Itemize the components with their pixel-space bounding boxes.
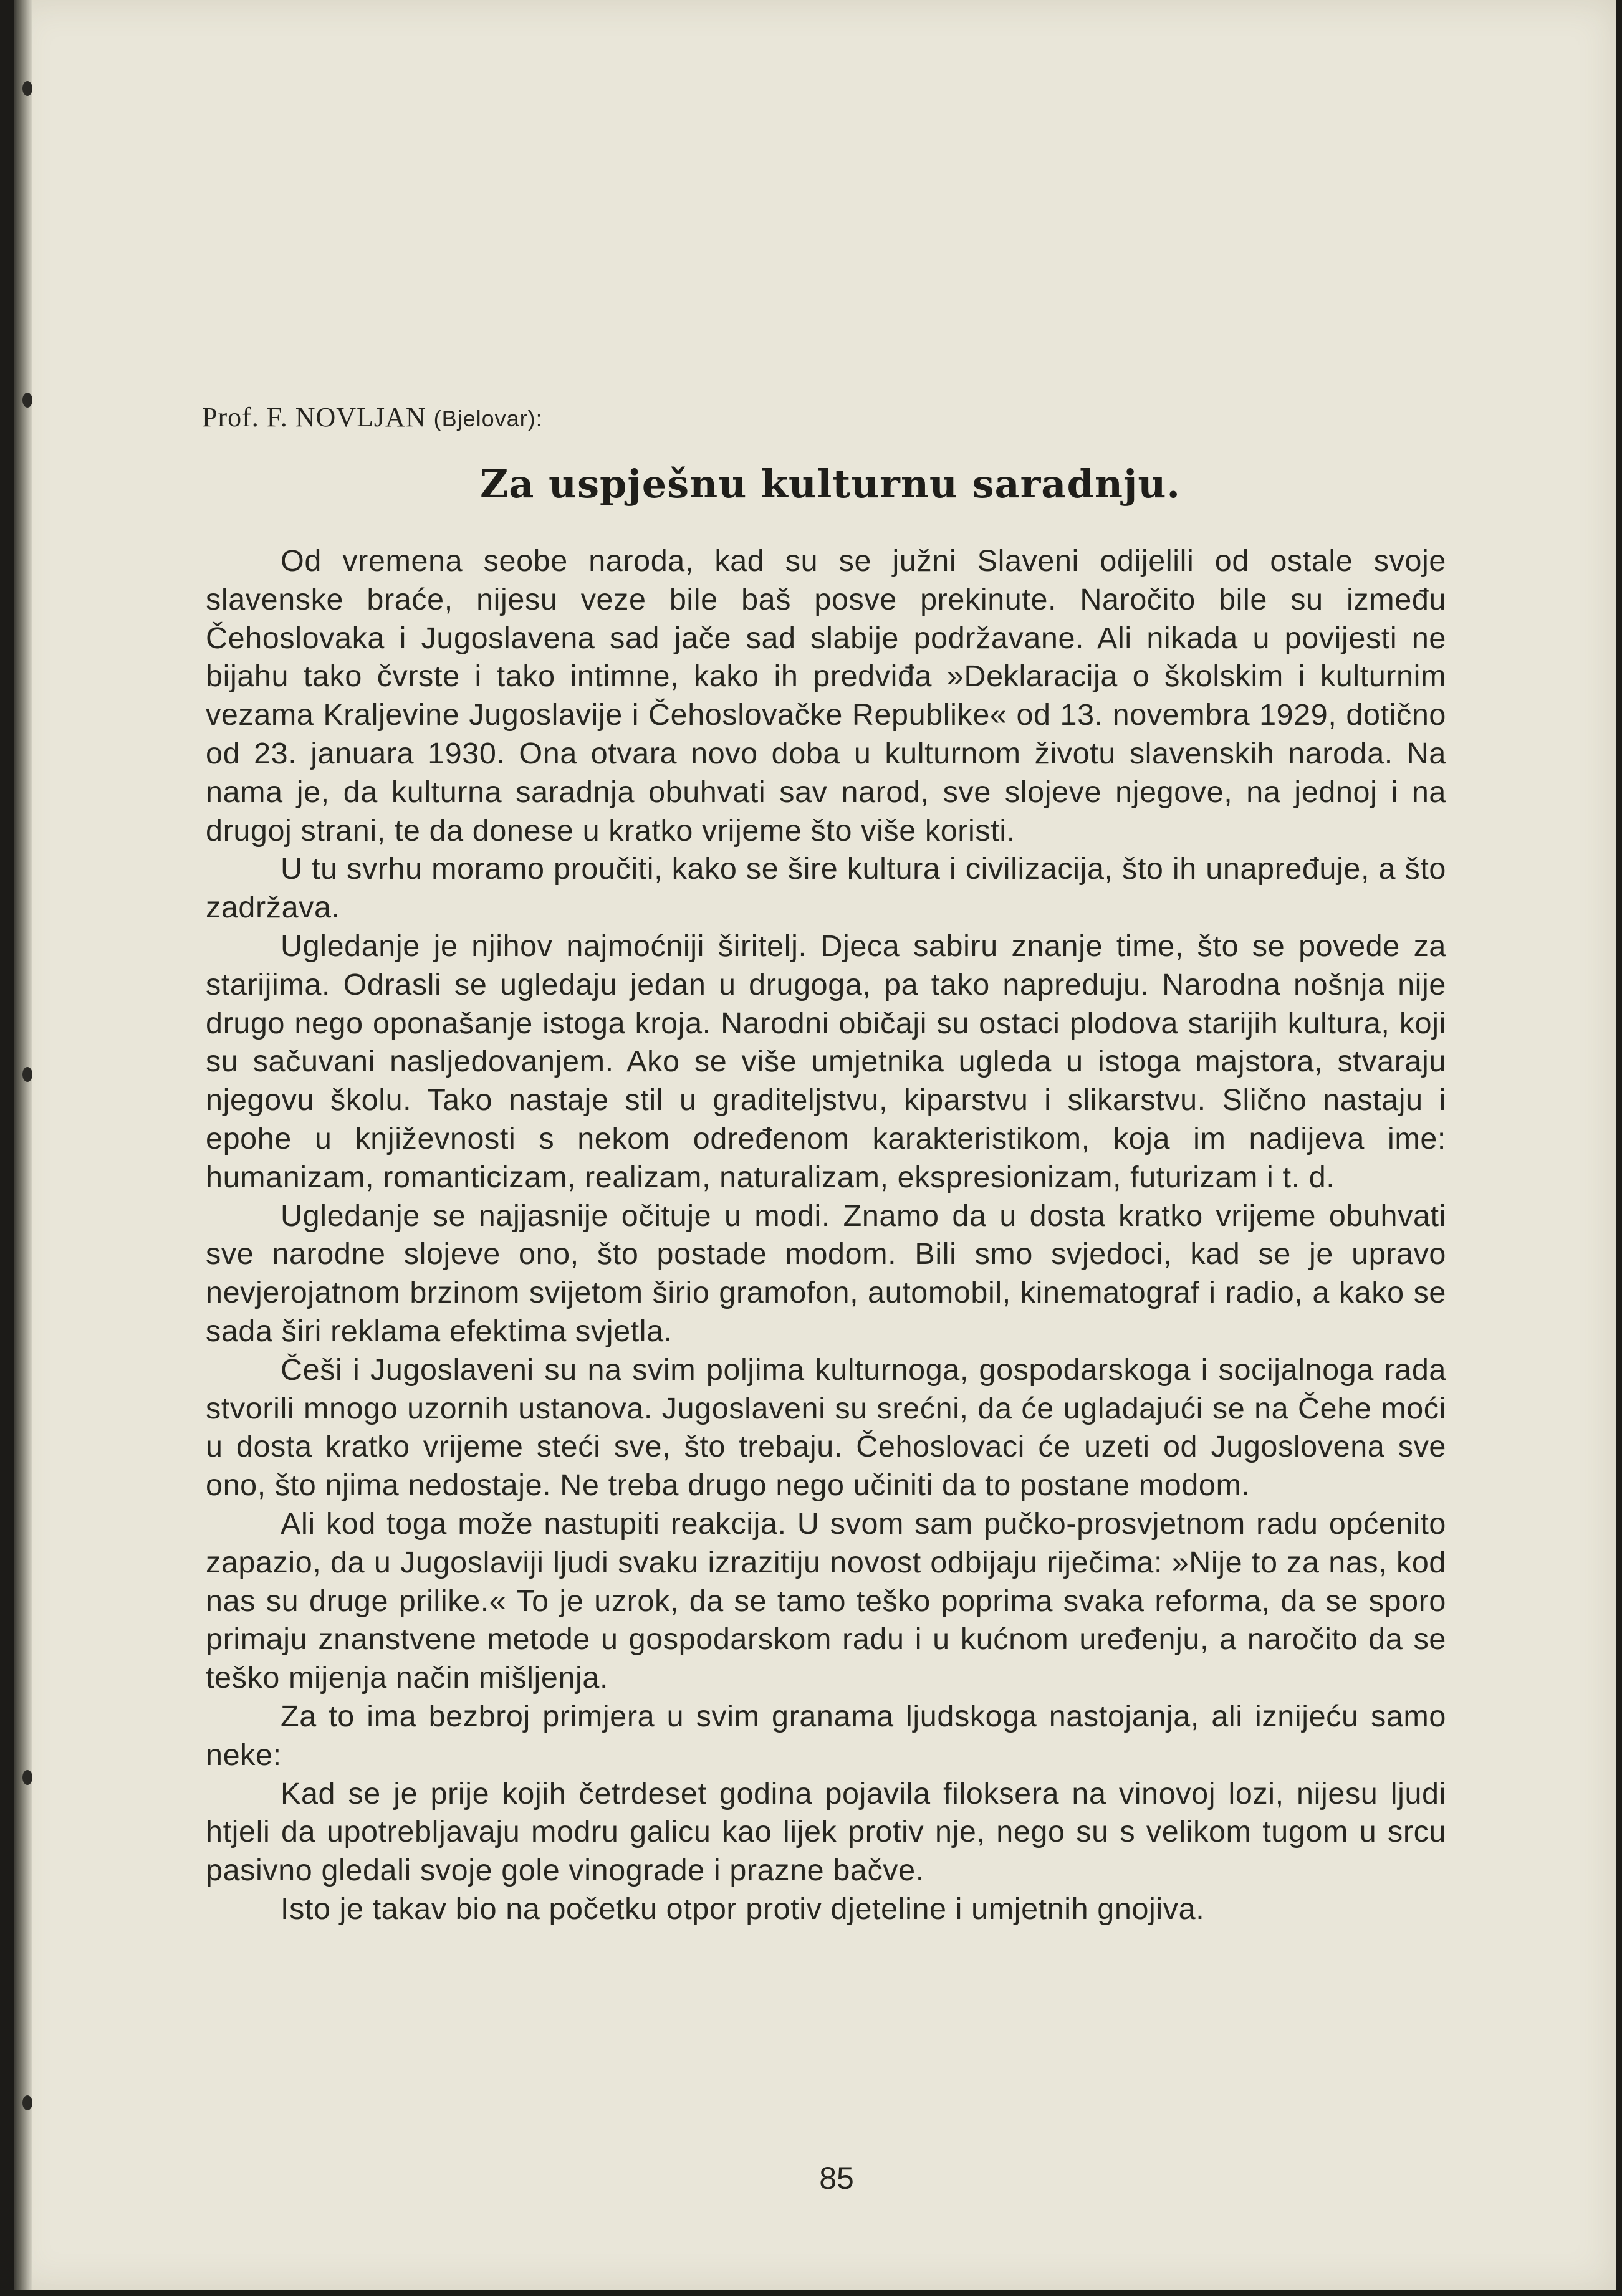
paragraph: Za to ima bezbroj primjera u svim granama ljudskoga nastojanja, ali iznijeću samo neke:: [206, 1699, 1446, 1772]
page-binding-edge: [14, 0, 32, 2290]
paragraph: Od vremena seobe naroda, kad su se južni Slaveni odijelili od ostale svoje slavenske braće, nijesu veze bile baš posve prekinute. Naročito bile su između Čehoslovaka i Jugoslavena sad jače sad slabije podržavane. Ali nikada u povijesti ne bijahu tako čvrste i tako intimne, kako ih predviđa »Deklaracija o školskim i kulturnim vezama Kraljevine Jugoslavije i Čehoslovačke Republike« od 13. novembra 1929, dotično od 23. januara 1930. Ona otvara novo doba u kulturnom životu slavenskih naroda. Na nama je, da kulturna saradnja obuhvati sav narod, sve slojeve njegove, na jednoj i na drugoj strani, te da donese u kratko vrijeme što više koristi.: [206, 544, 1446, 848]
binding-stitch-mark: [22, 393, 32, 408]
page-number: 85: [819, 2161, 854, 2196]
paragraph: Isto je takav bio na početku otpor protiv djeteline i umjetnih gnojiva.: [281, 1892, 1205, 1926]
article-title: Za uspješnu kulturnu saradnju.: [479, 461, 1181, 507]
paragraph: Češi i Jugoslaveni su na svim poljima kulturnoga, gospodarskoga i socijalnoga rada stvorili mnogo uzornih ustanova. Jugoslaveni su srećni, da će ugladajući se na Čehe moći u dosta kratko vrijeme steći sve, što trebaju. Čehoslovaci će uzeti od Jugoslovena sve ono, što njima nedostaje. Ne treba drugo nego učiniti da to postane modom.: [206, 1352, 1446, 1503]
binding-stitch-mark: [22, 2095, 32, 2110]
article-byline: [202, 401, 543, 433]
binding-stitch-mark: [22, 1067, 32, 1082]
paragraph: Ugledanje je njihov najmoćniji širitelj. Djeca sabiru znanje time, što se povede za starijima. Odrasli se ugledaju jedan u drugoga, pa tako napreduju. Narodna nošnja nije drugo nego oponašanje istoga kroja. Narodni običaji su ostaci plodova starijih kultura, koji su sačuvani nasljedovanjem. Ako se više umjetnika ugleda u istoga majstora, stvaraju njegovu školu. Tako nastaje stil u graditeljstvu, kiparstvu i slikarstvu. Slično nastaju i epohe u književnosti s nekom određenom karakteristikom, koja im nadijeva ime: humanizam, romanticizam, realizam, naturalizam, ekspresionizam, futurizam i t. d.: [206, 929, 1446, 1194]
author-location: (Bjelovar):: [433, 406, 543, 431]
paragraph: Ali kod toga može nastupiti reakcija. U svom sam pučko-prosvjetnom radu općenito zapazio, da u Jugoslaviji ljudi svaku izrazitiju novost odbijaju riječima: »Nije to za nas, kod nas su druge prilike.« To je uzrok, da se tamo teško poprima svaka reforma, da se sporo primaju znanstvene metode u gospodarskom radu i u kućnom uređenju, a naročito da se teško mijenja način mišljenja.: [206, 1506, 1446, 1695]
paragraph: Kad se je prije kojih četrdeset godina pojavila filoksera na vinovoj lozi, nijesu ljudi htjeli da upotrebljavaju modru galicu kao lijek protiv nje, nego su s velikom tugom u srcu pasivno gledali svoje gole vinograde i prazne bačve.: [206, 1776, 1446, 1888]
book-page: [14, 0, 1616, 2290]
author-name: Prof. F. NOVLJAN: [202, 402, 426, 433]
binding-stitch-mark: [22, 1770, 32, 1785]
paragraph: Ugledanje se najjasnije očituje u modi. Znamo da u dosta kratko vrijeme obuhvati sve narodne slojeve ono, što postade modom. Bili smo svjedoci, kad se je upravo nevjerojatnom brzinom svijetom širio gramofon, automobil, kinematograf i radio, a kako se sada širi reklama efektima svjetla.: [206, 1198, 1446, 1348]
article-body: [206, 542, 1446, 1929]
paragraph: U tu svrhu moramo proučiti, kako se šire kultura i civilizacija, što ih unapređuje, a što zadržava.: [206, 852, 1446, 925]
binding-stitch-mark: [22, 81, 32, 96]
